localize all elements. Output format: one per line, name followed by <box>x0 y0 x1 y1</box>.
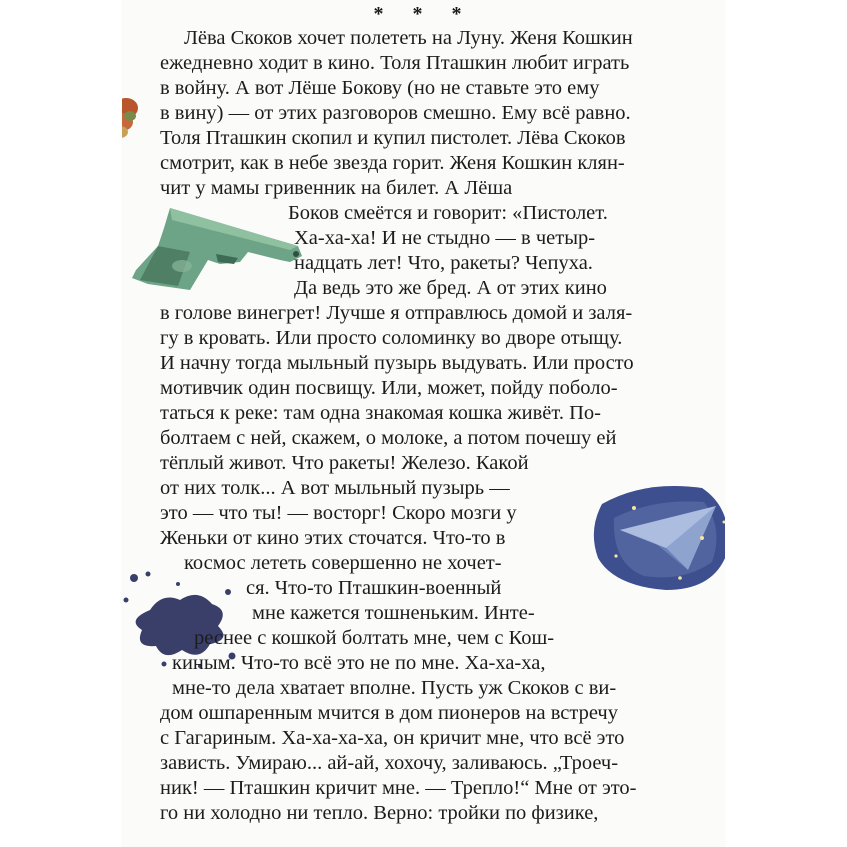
text-line: мне кажется тошненьким. Инте- <box>252 602 535 624</box>
text-line: Да ведь это же бред. А от этих кино <box>294 277 607 299</box>
section-ornament: * * * <box>373 3 474 25</box>
text-line: мне-то дела хватает вполне. Пусть уж Скоков с ви- <box>172 677 617 699</box>
story-text <box>122 0 725 847</box>
text-line: дом ошпаренным мчится в дом пионеров на встречу <box>160 702 618 724</box>
text-line: болтаем с ней, скажем, о молоке, а потом почешу ей <box>160 427 617 449</box>
text-line: таться к реке: там одна знакомая кошка живёт. По- <box>160 402 601 424</box>
text-line: это — что ты! — восторг! Скоро мозги у <box>160 502 517 524</box>
text-line: тёплый живот. Что ракеты! Железо. Какой <box>160 452 529 474</box>
text-line: в войну. А вот Лёше Бокову (но не ставьте это ему <box>160 77 600 99</box>
text-line: в голове винегрет! Лучше я отправлюсь домой и заля- <box>160 302 633 324</box>
text-line: смотрит, как в небе звезда горит. Женя Кошкин клян- <box>160 152 625 174</box>
text-line: го ни холодно ни тепло. Верно: тройки по физике, <box>160 802 599 824</box>
text-line: чит у мамы гривенник на билет. А Лёша <box>160 177 513 199</box>
text-line: надцать лет! Что, ракеты? Чепуха. <box>294 252 593 274</box>
text-line: ник! — Пташкин кричит мне. — Трепло!“ Мне от это- <box>160 777 637 799</box>
text-line: И начну тогда мыльный пузырь выдувать. Или просто <box>160 352 634 374</box>
text-line: Женьки от кино этих сточатся. Что-то в <box>160 527 506 549</box>
text-line: от них толк... А вот мыльный пузырь — <box>160 477 510 499</box>
text-line: ся. Что-то Пташкин-военный <box>246 577 502 599</box>
text-line: гу в кровать. Или просто соломинку во дворе отыщу. <box>160 327 623 349</box>
text-line: ежедневно ходит в кино. Толя Пташкин любит играть <box>160 52 630 74</box>
text-line: киным. Что-то всё это не по мне. Ха-ха-ха, <box>172 652 546 674</box>
text-line: зависть. Умираю... ай-ай, хохочу, заливаюсь. „Троеч- <box>160 752 619 774</box>
text-line: в вину) — от этих разговоров смешно. Ему всё равно. <box>160 102 631 124</box>
text-line: с Гагариным. Ха-ха-ха-ха, он кричит мне, что всё это <box>160 727 625 749</box>
text-line: реснее с кошкой болтать мне, чем с Кош- <box>194 627 555 649</box>
text-line: Толя Пташкин скопил и купил пистолет. Лёва Скоков <box>160 127 626 149</box>
text-line: Ха-ха-ха! И не стыдно — в четыр- <box>294 227 596 249</box>
text-line: мотивчик один посвищу. Или, может, пойду поболо- <box>160 377 618 399</box>
text-line: Боков смеётся и говорит: «Пистолет. <box>288 202 608 224</box>
text-line: космос лететь совершенно не хочет- <box>184 552 502 574</box>
book-page <box>122 0 725 847</box>
text-line: Лёва Скоков хочет полететь на Луну. Женя Кошкин <box>184 27 633 49</box>
